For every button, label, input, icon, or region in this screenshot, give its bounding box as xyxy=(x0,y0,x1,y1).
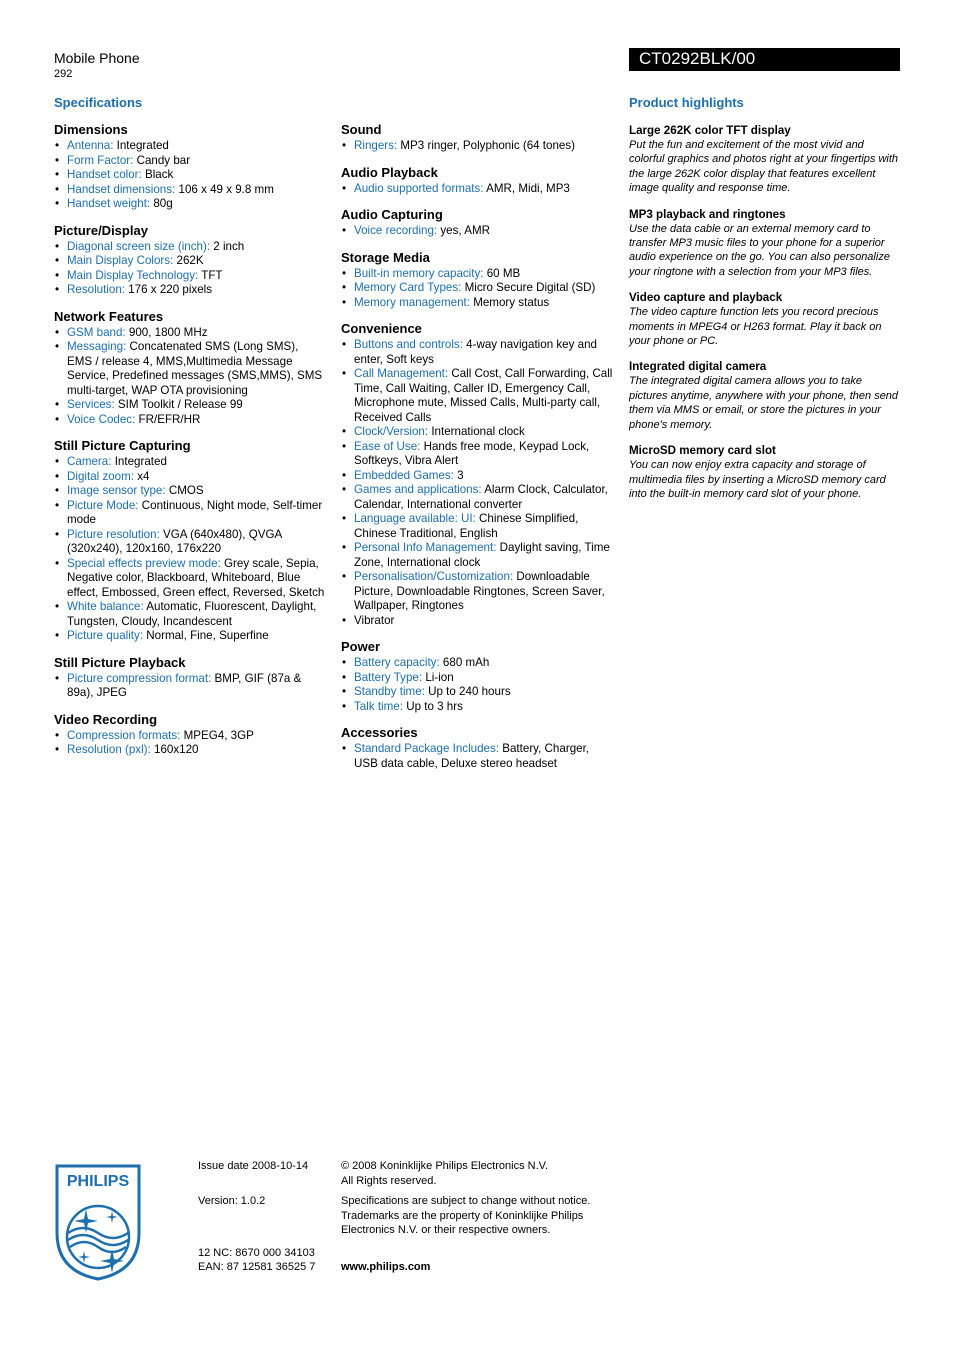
spec-value: Daylight saving, Time Zone, International clock xyxy=(354,541,610,569)
spec-value: Integrated xyxy=(111,455,167,468)
spec-label: Camera: xyxy=(67,455,112,468)
spec-section-title: Picture/Display xyxy=(54,222,148,238)
spec-label: Services: xyxy=(67,398,115,411)
spec-value: BMP, GIF (87a & 89a), JPEG xyxy=(67,671,302,699)
spec-column-middle xyxy=(341,122,613,782)
spec-value: Continuous, Night mode, Self-timer mode xyxy=(67,498,323,526)
spec-list xyxy=(341,182,613,197)
spec-value: Grey scale, Sepia, Negative color, Blackboard, Whiteboard, Blue effect, Embossed, Green effect, Reversed, Sketch xyxy=(67,556,325,599)
spec-item xyxy=(54,154,326,169)
spec-list xyxy=(341,224,613,239)
specifications-heading: Specifications xyxy=(54,95,143,110)
spec-label: Handset weight: xyxy=(67,197,151,210)
spec-label: Image sensor type: xyxy=(67,484,166,497)
spec-section-still-picture-playback xyxy=(54,655,326,701)
highlight-title: Large 262K color TFT display xyxy=(629,124,791,137)
spec-section-still-picture-capturing xyxy=(54,438,326,644)
spec-list xyxy=(54,326,326,428)
spec-value: Integrated xyxy=(113,139,169,152)
spec-list xyxy=(341,656,613,714)
spec-section-title: Convenience xyxy=(341,321,422,336)
spec-label: Standby time: xyxy=(354,685,425,698)
model-number-short: 292 xyxy=(54,68,73,80)
spec-item xyxy=(341,656,613,671)
spec-value: 4-way navigation key and enter, Soft keys xyxy=(354,338,597,366)
spec-label: Voice Codec: xyxy=(67,412,136,426)
logo-wordmark: PHILIPS xyxy=(66,1173,130,1190)
spec-item xyxy=(54,254,326,269)
spec-item xyxy=(54,240,326,255)
spec-label: Special effects preview mode: xyxy=(67,556,221,570)
spec-label: Resolution (pxl): xyxy=(67,743,151,756)
spec-value: Call Cost, Call Forwarding, Call Time, Call Waiting, Caller ID, Emergency Call, Microphone mute, Missed Calls, Multi-party call, Received Calls xyxy=(354,367,613,424)
spec-label: Language available: UI: xyxy=(354,512,476,525)
spec-label: Handset dimensions: xyxy=(67,182,176,196)
spec-label: GSM band: xyxy=(67,325,126,339)
spec-value: CMOS xyxy=(165,484,204,497)
spec-value: Chinese Simplified, Chinese Traditional, English xyxy=(354,512,579,540)
spec-value: 106 x 49 x 9.8 mm xyxy=(175,182,274,196)
spec-list xyxy=(54,672,326,701)
spec-item xyxy=(341,440,613,469)
spec-item xyxy=(54,470,326,485)
spec-list xyxy=(54,455,326,644)
spec-value: x4 xyxy=(134,469,150,483)
highlight-body: The video capture function lets you record precious moments in MPEG4 or H263 format. Play it back on your phone or PC. xyxy=(629,306,882,348)
highlight-body: Use the data cable or an external memory card to transfer MP3 music files to your phone for a superior audio experience on the go. You can also personalize your ringtone with a selection from your MP3 files. xyxy=(629,222,890,278)
spec-item xyxy=(341,182,613,197)
spec-label: Main Display Colors: xyxy=(67,254,174,267)
spec-value: Battery, Charger, USB data cable, Deluxe stereo headset xyxy=(354,742,590,770)
highlight-microsd-memory-card-slot xyxy=(629,444,901,501)
spec-value: 176 x 220 pixels xyxy=(125,283,213,296)
spec-label: White balance: xyxy=(67,600,144,613)
spec-item xyxy=(341,685,613,700)
spec-label: Talk time: xyxy=(354,699,403,713)
spec-item xyxy=(341,267,613,282)
spec-item xyxy=(341,483,613,512)
spec-item xyxy=(341,296,613,311)
copyright-line-1: © 2008 Koninklijke Philips Electronics N.V. xyxy=(341,1160,549,1172)
spec-section-power xyxy=(341,639,613,714)
spec-label: Antenna: xyxy=(67,139,114,152)
ean-number: EAN: 87 12581 36525 7 xyxy=(198,1261,316,1273)
spec-item xyxy=(54,283,326,298)
spec-label: Embedded Games: xyxy=(354,468,454,482)
spec-value: Candy bar xyxy=(133,153,191,167)
spec-section-audio-capturing xyxy=(341,207,613,239)
spec-list xyxy=(341,267,613,311)
spec-value: Li-ion xyxy=(422,670,454,684)
spec-item xyxy=(341,671,613,686)
website-link[interactable]: www.philips.com xyxy=(341,1261,431,1273)
spec-label: Clock/Version: xyxy=(354,425,429,438)
spec-value: Hands free mode, Keypad Lock, Softkeys, Vibra Alert xyxy=(354,439,590,467)
highlight-body: You can now enjoy extra capacity and storage of multimedia files by inserting a MicroSD memory card into the built-in memory card slot of your phone. xyxy=(629,459,886,500)
version: Version: 1.0.2 xyxy=(198,1195,266,1207)
spec-item xyxy=(341,742,613,771)
spec-section-title: Accessories xyxy=(341,725,418,740)
spec-item xyxy=(341,224,613,239)
spec-section-sound xyxy=(341,122,613,154)
spec-value: Up to 240 hours xyxy=(424,685,511,698)
spec-label: Main Display Technology: xyxy=(67,268,199,282)
spec-item xyxy=(341,281,613,296)
spec-list xyxy=(54,240,326,298)
spec-value: Downloadable Picture, Downloadable Ringtones, Screen Saver, Wallpaper, Ringtones xyxy=(354,570,605,612)
spec-item xyxy=(341,614,613,629)
spec-value: 60 MB xyxy=(483,266,521,280)
spec-item xyxy=(54,326,326,341)
spec-section-title: Still Picture Playback xyxy=(54,654,186,670)
highlight-video-capture-and-playback xyxy=(629,291,901,348)
spec-value: yes, AMR xyxy=(437,224,490,237)
spec-label: Personal Info Management: xyxy=(354,541,497,554)
model-code: CT0292BLK/00 xyxy=(639,49,756,68)
spec-item xyxy=(54,398,326,413)
spec-item xyxy=(341,512,613,541)
spec-label: Compression formats: xyxy=(67,728,181,742)
spec-item xyxy=(54,455,326,470)
spec-list xyxy=(54,729,326,758)
spec-label: Resolution: xyxy=(67,283,126,296)
highlight-title: MicroSD memory card slot xyxy=(629,444,776,458)
model-banner xyxy=(629,48,900,71)
spec-value: 2 inch xyxy=(210,239,245,253)
spec-column-left xyxy=(54,122,326,769)
spec-list xyxy=(54,139,326,212)
spec-item xyxy=(341,700,613,715)
product-highlights-heading: Product highlights xyxy=(629,95,744,110)
spec-item xyxy=(54,413,326,428)
spec-label: Games and applications: xyxy=(354,483,482,496)
spec-item xyxy=(54,729,326,744)
spec-value: Automatic, Fluorescent, Daylight, Tungsten, Cloudy, Incandescent xyxy=(67,600,317,628)
spec-label: Audio supported formats: xyxy=(354,181,484,195)
spec-value: 160x120 xyxy=(150,743,199,756)
highlight-mp3-playback-and-ringtones xyxy=(629,208,901,280)
highlight-title: Integrated digital camera xyxy=(629,360,767,374)
spec-section-title: Video Recording xyxy=(54,711,158,727)
spec-label: Memory Card Types: xyxy=(354,281,462,294)
spec-section-dimensions xyxy=(54,122,326,212)
spec-item xyxy=(54,183,326,198)
spec-label: Picture resolution: xyxy=(67,527,160,541)
spec-value: Up to 3 hrs xyxy=(402,699,463,713)
spec-section-title: Audio Capturing xyxy=(341,207,443,222)
spec-section-title: Sound xyxy=(341,122,382,137)
spec-value: AMR, Midi, MP3 xyxy=(483,181,570,195)
spec-item xyxy=(341,367,613,425)
spec-list xyxy=(341,338,613,628)
spec-section-picture-display xyxy=(54,223,326,298)
spec-value: Concatenated SMS (Long SMS), EMS / release 4, MMS,Multimedia Message Service, Predefined messages (SMS,MMS), SMS multi-target, WAP OTA provisioning xyxy=(67,340,323,397)
issue-date: Issue date 2008-10-14 xyxy=(198,1160,309,1172)
spec-label: Digital zoom: xyxy=(67,469,135,483)
spec-value: 3 xyxy=(453,468,464,482)
spec-section-convenience xyxy=(341,321,613,628)
spec-label: Built-in memory capacity: xyxy=(354,266,484,280)
spec-value: SIM Toolkit / Release 99 xyxy=(114,398,243,411)
spec-item xyxy=(341,425,613,440)
spec-label: Call Management: xyxy=(354,367,449,380)
spec-item xyxy=(54,672,326,701)
spec-item xyxy=(54,168,326,183)
spec-item xyxy=(54,629,326,644)
highlight-integrated-digital-camera xyxy=(629,360,901,432)
spec-label: Buttons and controls: xyxy=(354,338,463,351)
spec-value: 80g xyxy=(150,197,173,210)
spec-item xyxy=(54,269,326,284)
highlight-title: MP3 playback and ringtones xyxy=(629,207,786,221)
page-title: Mobile Phone xyxy=(54,50,140,66)
spec-value: 262K xyxy=(173,254,204,267)
spec-label: Battery capacity: xyxy=(354,656,440,669)
highlight-title: Video capture and playback xyxy=(629,291,783,305)
spec-label: Voice recording: xyxy=(354,224,438,237)
highlight-body: The integrated digital camera allows you to take pictures anytime, anywhere with your phone, then send them via MMS or email, or store the pictures in your phone's memory. xyxy=(629,375,899,431)
spec-item xyxy=(54,600,326,629)
spec-label: Ease of Use: xyxy=(354,439,421,453)
spec-label: Diagonal screen size (inch): xyxy=(67,239,211,253)
spec-label: Battery Type: xyxy=(354,670,423,684)
spec-item xyxy=(54,557,326,601)
spec-section-audio-playback xyxy=(341,165,613,197)
spec-value: Vibrator xyxy=(354,613,395,627)
spec-item xyxy=(341,338,613,367)
spec-item xyxy=(54,197,326,212)
highlight-body: Put the fun and excitement of the most vivid and colorful graphics and photos right at your fingertips with the large 262K color display that features excellent image quality and response time. xyxy=(629,139,899,195)
spec-item xyxy=(54,139,326,154)
spec-label: Picture Mode: xyxy=(67,498,139,512)
spec-value: 900, 1800 MHz xyxy=(125,325,208,339)
spec-section-storage-media xyxy=(341,250,613,311)
spec-value: Alarm Clock, Calculator, Calendar, International converter xyxy=(354,483,608,511)
spec-value: MP3 ringer, Polyphonic (64 tones) xyxy=(397,139,576,152)
spec-section-title: Audio Playback xyxy=(341,164,438,180)
spec-value: International clock xyxy=(428,425,525,438)
spec-value: Black xyxy=(141,168,174,181)
spec-section-network-features xyxy=(54,309,326,428)
spec-item xyxy=(341,570,613,614)
philips-logo xyxy=(54,1163,142,1281)
spec-value: MPEG4, 3GP xyxy=(180,728,254,742)
spec-list xyxy=(341,139,613,154)
spec-item xyxy=(341,139,613,154)
spec-value: FR/EFR/HR xyxy=(135,412,201,426)
spec-item xyxy=(54,340,326,398)
highlight-large-262k-color-tft-display xyxy=(629,124,901,196)
copyright-line-2: All Rights reserved. xyxy=(341,1175,437,1187)
spec-label: Standard Package Includes: xyxy=(354,742,500,755)
spec-label: Picture quality: xyxy=(67,629,144,642)
spec-section-title: Power xyxy=(341,639,381,654)
spec-item xyxy=(54,499,326,528)
spec-value: VGA (640x480), QVGA (320x240), 120x160, 176x220 xyxy=(67,527,282,555)
spec-section-video-recording xyxy=(54,712,326,758)
spec-list xyxy=(341,742,613,771)
spec-value: Memory status xyxy=(469,295,550,309)
spec-label: Ringers: xyxy=(354,139,398,152)
disclaimer: Specifications are subject to change without notice. Trademarks are the property of Koninklijke Philips Electronics N.V. or their respective owners. xyxy=(341,1195,591,1236)
spec-section-title: Network Features xyxy=(54,308,164,324)
spec-label: Personalisation/Customization: xyxy=(354,570,514,583)
spec-item xyxy=(341,469,613,484)
spec-item xyxy=(54,743,326,758)
spec-value: Micro Secure Digital (SD) xyxy=(461,281,596,294)
spec-label: Memory management: xyxy=(354,295,470,309)
spec-section-title: Dimensions xyxy=(54,122,128,137)
spec-section-title: Still Picture Capturing xyxy=(54,438,191,453)
spec-value: TFT xyxy=(198,268,223,282)
spec-section-title: Storage Media xyxy=(341,249,430,265)
spec-item xyxy=(54,528,326,557)
spec-item xyxy=(54,484,326,499)
spec-value: Normal, Fine, Superfine xyxy=(143,629,269,642)
spec-label: Picture compression format: xyxy=(67,671,212,685)
nc-number: 12 NC: 8670 000 34103 xyxy=(198,1247,315,1259)
highlights-column xyxy=(629,124,901,513)
spec-value: 680 mAh xyxy=(439,656,490,669)
spec-label: Form Factor: xyxy=(67,153,134,167)
spec-label: Messaging: xyxy=(67,340,127,353)
spec-item xyxy=(341,541,613,570)
spec-section-accessories xyxy=(341,725,613,771)
spec-label: Handset color: xyxy=(67,168,142,181)
